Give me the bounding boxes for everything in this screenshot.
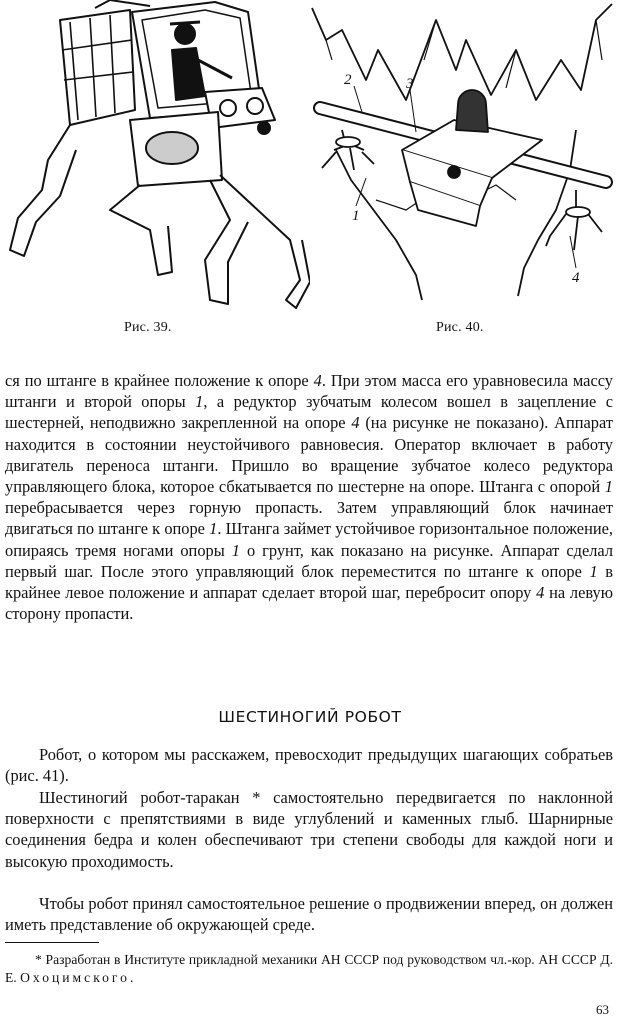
paragraph-3: Шестиногий робот-таракан * самостоятельно передвигается по наклонной поверхности с препятствиями в виде углублений и каменных глыб. Шарнирные соединения бедра и колен обеспечивают три степени свободы для каждой ноги и высокую проходимость. [5, 788, 613, 871]
footnote-name: Охоцимского [20, 970, 130, 985]
fig40-label-2: 2 [344, 72, 352, 88]
fig40-label-4: 4 [572, 270, 580, 286]
footnote-divider [5, 942, 99, 943]
fig40-label-3: 3 [406, 76, 414, 92]
paragraph-1: ся по штанге в крайнее положение к опоре 4. При этом масса его уравновесила массу штанги и второй опоры 1, а редуктор зубчатым колесом вошел в зацепление с шестерней, неподвижно закрепленной на опоре 4 (на рисунке не показано). Аппарат находится в состоянии неустойчивого равновесия. Оператор включает в работу двигатель переноса штанги. Пришло во вращение зубчатое колесо редуктора управляющего блока, которое сбкатывается по шестерне на опоре. Штанга с опорой 1 перебрасывается через горную пропасть. Затем управляющий блок начинает двигаться по штанге к опоре 1. Штанга займет устойчивое горизонтальное положение, опираясь тремя ногами опоры 1 о грунт, как показано на рисунке. Аппарат сделал первый шаг. После этого управляющий блок переместится по штанге к опоре 1 в крайнее левое положение и аппарат сделает второй шаг, перебросит опору 4 на левую сторону пропасти. [5, 371, 613, 624]
figure-40-caption: Рис. 40. [436, 320, 484, 335]
paragraph-4: Чтобы робот принял самостоятельное решение о продвижении вперед, он должен иметь представление об окружающей среде. [5, 894, 613, 935]
section-heading: ШЕСТИНОГИЙ РОБОТ [218, 708, 402, 726]
page-number: 63 [596, 1002, 609, 1017]
footnote: * Разработан в Институте прикладной механики АН СССР под руководством чл.-кор. АН СССР Д. Е. Охоцимского. [5, 952, 613, 985]
figure-39-walking-machine [0, 0, 310, 318]
fig40-label-1: 1 [352, 208, 360, 224]
figure-39-caption: Рис. 39. [124, 320, 172, 335]
paragraph-2: Робот, о котором мы расскажем, превосходит предыдущих шагающих собратьев (рис. 41). [5, 745, 613, 786]
figure-40-gorge-apparatus [306, 0, 620, 318]
